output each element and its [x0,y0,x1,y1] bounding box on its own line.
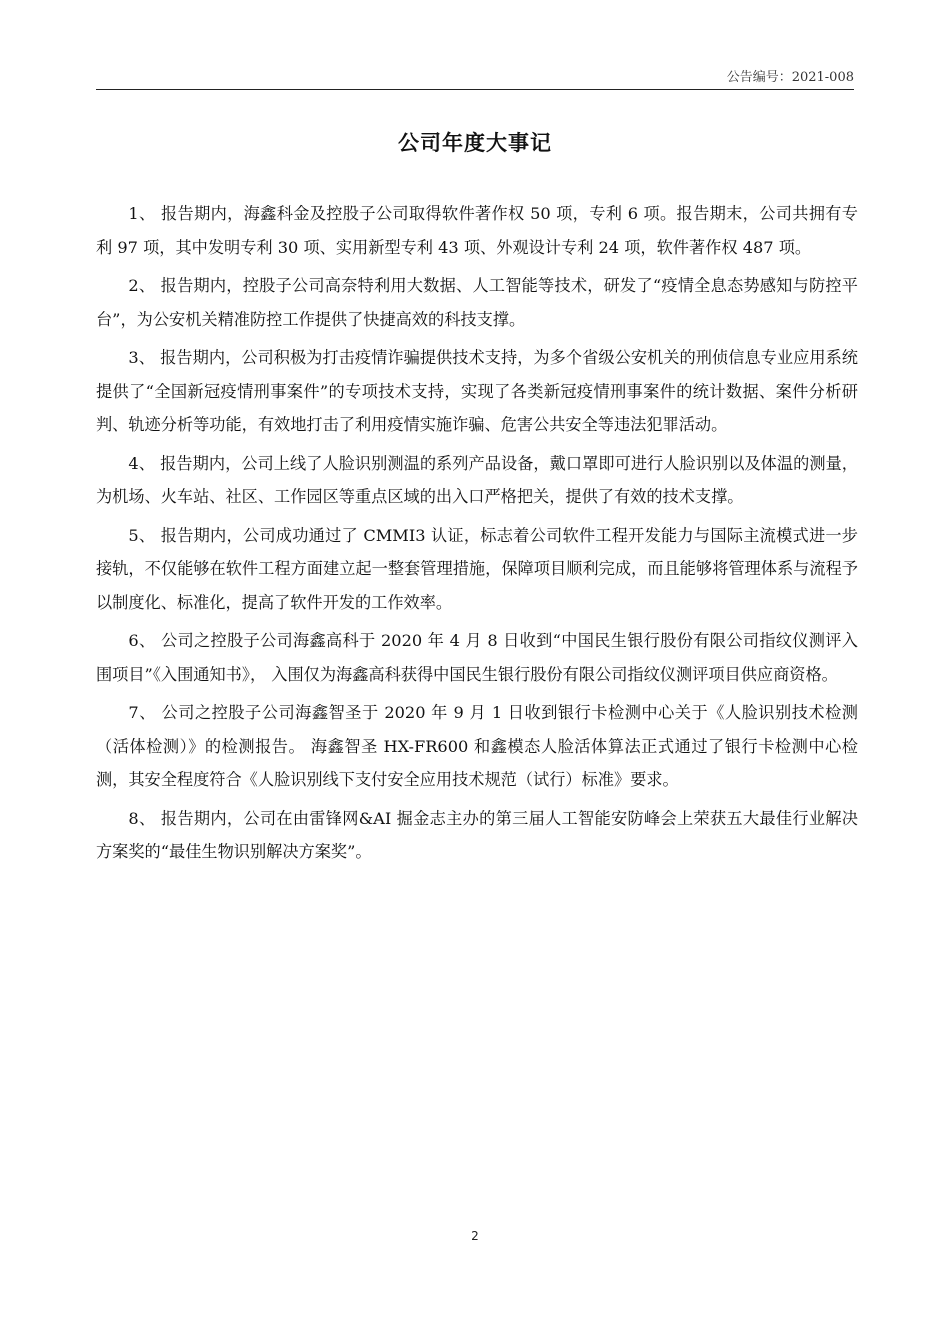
header-divider [96,89,854,90]
paragraph-3: 3、 报告期内，公司积极为打击疫情诈骗提供技术支持，为多个省级公安机关的刑侦信息专业应用系统提供了“全国新冠疫情刑事案件”的专项技术支持，实现了各类新冠疫情刑事案件的统计数据、案件分析研判、轨迹分析等功能，有效地打击了利用疫情实施诈骗、危害公共安全等违法犯罪活动。 [96,348,858,434]
paragraph-2: 2、 报告期内，控股子公司高奈特利用大数据、人工智能等技术，研发了“疫情全息态势感知与防控平台”，为公安机关精准防控工作提供了快捷高效的科技支撑。 [96,276,858,329]
paragraph-5: 5、 报告期内，公司成功通过了 CMMI3 认证，标志着公司软件工程开发能力与国际主流模式进一步接轨，不仅能够在软件工程方面建立起一整套管理措施，保障项目顺利完成，而且能够将管理体系与流程予以制度化、标准化，提高了软件开发的工作效率。 [96,525,858,612]
page-title: 公司年度大事记 [398,131,552,155]
paragraph-1: 1、 报告期内，海鑫科金及控股子公司取得软件著作权 50 项，专利 6 项。报告期末，公司共拥有专利 97 项，其中发明专利 30 项、实用新型专利 43 项、外观设计专利 24 项，软件著作权 487 项。 [96,204,858,257]
paragraph-4: 4、 报告期内，公司上线了人脸识别测温的系列产品设备，戴口罩即可进行人脸识别以及体温的测量，为机场、火车站、社区、工作园区等重点区域的出入口严格把关，提供了有效的技术支撑。 [96,453,858,506]
announcement-code: 公告编号：2021-008 [726,70,854,85]
paragraph-6: 6、 公司之控股子公司海鑫高科于 2020 年 4 月 8 日收到“中国民生银行股份有限公司指纹仪测评入围项目”《入围通知书》， 入围仅为海鑫高科获得中国民生银行股份有限公司指纹仪测评项目供应商资格。 [96,631,858,684]
document-body [96,197,858,874]
paragraph-8: 8、 报告期内，公司在由雷锋网&AI 掘金志主办的第三届人工智能安防峰会上荣获五大最佳行业解决方案奖的“最佳生物识别解决方案奖”。 [96,808,858,861]
page-number: 2 [471,1229,479,1243]
paragraph-7: 7、 公司之控股子公司海鑫智圣于 2020 年 9 月 1 日收到银行卡检测中心关于《人脸识别技术检测（活体检测）》的检测报告。 海鑫智圣 HX-FR600 和鑫模态人脸活体算法正式通过了银行卡检测中心检测，其安全程度符合《人脸识别线下支付安全应用技术规范（试行）标准》要求。 [96,703,858,789]
